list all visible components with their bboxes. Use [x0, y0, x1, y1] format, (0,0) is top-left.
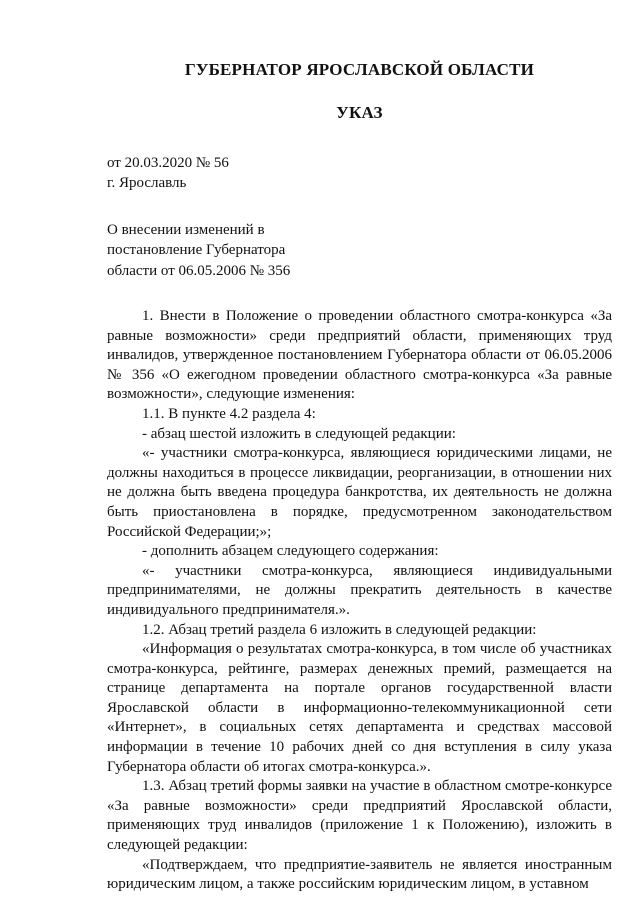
paragraph: 1.3. Абзац третий формы заявки на участие в областном смотре-конкурсе «За равные возможности» среди предприятий Ярославской области, применяющих труд инвалидов (приложение 1 к Положению), изложить в следующей редакции: — [107, 778, 612, 854]
paragraph: - дополнить абзацем следующего содержания: — [142, 543, 439, 560]
paragraph: «- участники смотра-конкурса, являющиеся индивидуальными предпринимателями, не должны прекратить деятельность в качестве индивидуального предпринимателя.». — [107, 562, 612, 618]
subject-line: О внесении изменений в — [107, 222, 265, 238]
paragraph: «Подтверждаем, что предприятие-заявитель не является иностранным юридическим лицом, а также российским юридическим лицом, в уставном — [107, 856, 612, 893]
document-type-title: УКАЗ — [336, 103, 383, 122]
subject-line: постановление Губернатора — [107, 242, 286, 259]
paragraph: «- участники смотра-конкурса, являющиеся юридическими лицами, не должны находиться в процессе ликвидации, реорганизации, в отношении них не должна быть введена процедура банкротства, их деятельность не должна быть приостановлена в порядке, предусмотренном законодательством Российской Федерации;»; — [107, 445, 612, 540]
date-number: от 20.03.2020 № 56 — [107, 155, 229, 171]
subject-line: области от 06.05.2006 № 356 — [107, 262, 291, 279]
document-meta — [107, 153, 229, 193]
document-body — [107, 307, 612, 895]
document-subject — [107, 220, 290, 281]
paragraph: 1. Внести в Положение о проведении областного смотра-конкурса «За равные возможности» среди предприятий области, применяющих труд инвалидов, утвержденное постановлением Губернатора области от 06.05.2006 № 356 «О ежегодном проведении областного смотра-конкурса «За равные возможности», следующие изменения: — [107, 308, 612, 403]
authority-title: ГУБЕРНАТОР ЯРОСЛАВСКОЙ ОБЛАСТИ — [184, 60, 535, 79]
paragraph: 1.2. Абзац третий раздела 6 изложить в следующей редакции: — [142, 621, 537, 638]
paragraph: - абзац шестой изложить в следующей редакции: — [142, 425, 456, 442]
paragraph: 1.1. В пункте 4.2 раздела 4: — [142, 405, 316, 422]
city: г. Ярославль — [107, 175, 187, 191]
paragraph: «Информация о результатах смотра-конкурса, в том числе об участниках смотра-конкурса, рейтинге, размерах денежных премий, размещается на странице департамента на портале органов государственной власти Ярославской области в информационно-телекоммуникационной сети «Интернет», в социальных сетях департамента и средствах массовой информации в течение 10 рабочих дней со дня вступления в силу указа Губернатора области об итогах смотра-конкурса.». — [107, 641, 612, 775]
